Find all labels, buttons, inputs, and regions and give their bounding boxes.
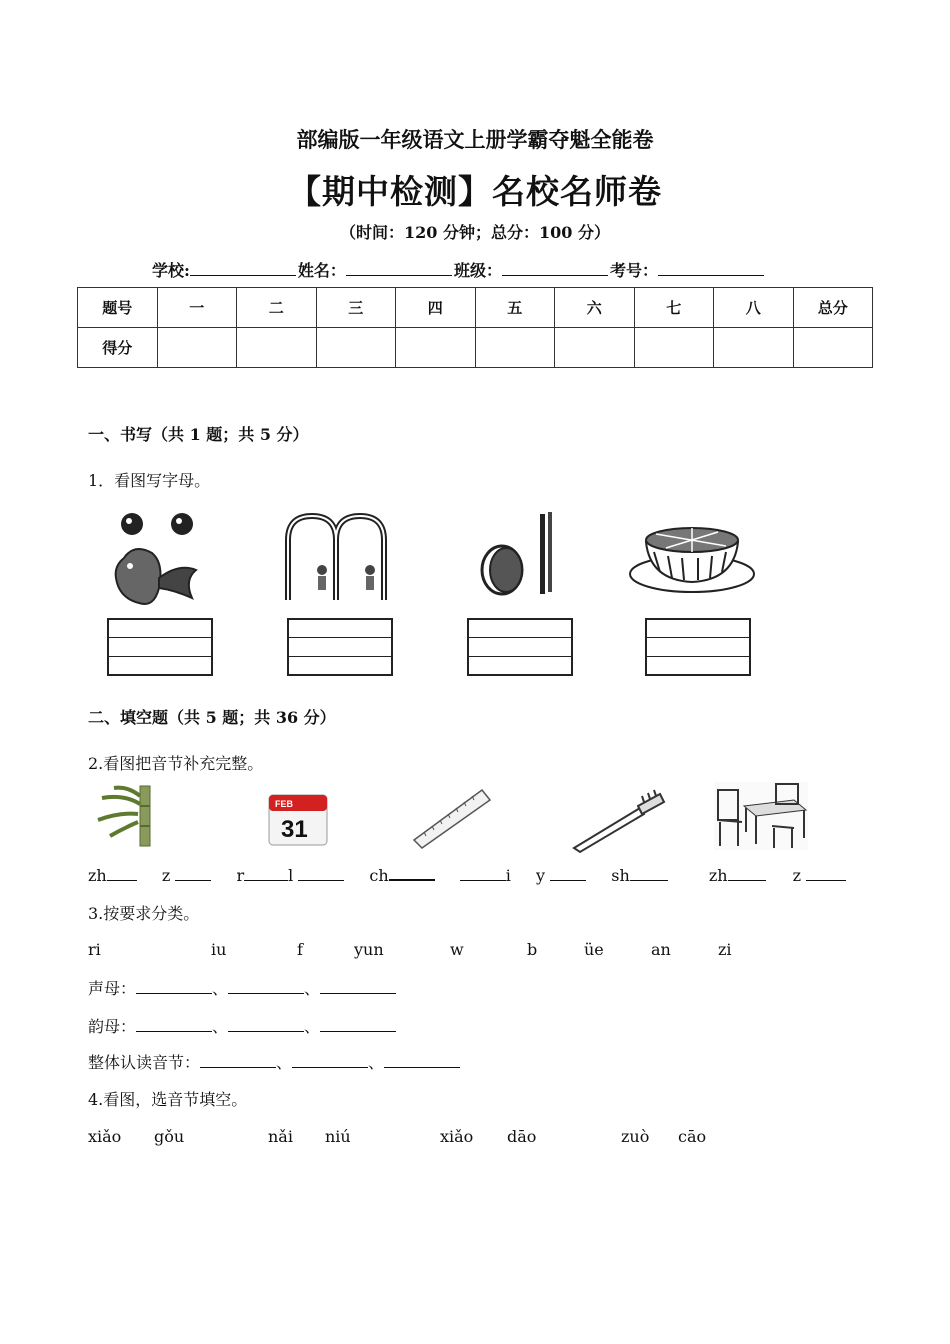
score-header-cell: 一 <box>157 288 237 328</box>
calendar-day: 31 <box>281 816 308 843</box>
score-cell[interactable] <box>634 328 714 368</box>
q3-blank[interactable] <box>228 979 304 994</box>
q3-blank[interactable] <box>136 979 212 994</box>
paper-title: 【期中检测】名校名师卷 <box>288 172 662 211</box>
q3-syllable: zi <box>718 940 732 959</box>
q3-separator: 、 <box>212 979 229 998</box>
q2-part: i <box>505 866 511 885</box>
score-table-score-row <box>78 328 873 368</box>
q3-syllable: b <box>527 940 538 959</box>
q4-syllable: nǎi <box>268 1127 293 1146</box>
ruler-icon <box>410 786 494 850</box>
q3-blank[interactable] <box>320 1017 396 1032</box>
q2-blank-row <box>88 865 846 885</box>
q2-part: z <box>161 866 171 885</box>
q3-blank[interactable] <box>200 1053 276 1068</box>
watermelon-plate-icon <box>626 512 758 594</box>
q2-part: sh <box>611 866 630 885</box>
q3-finals-label: 韵母： <box>88 1017 137 1036</box>
question-1: 1．看图写字母。 <box>88 471 211 490</box>
name-label: 姓名： <box>297 261 346 280</box>
score-cell[interactable] <box>714 328 794 368</box>
q3-whole-label: 整体认读音节： <box>88 1053 201 1072</box>
score-header-cell: 五 <box>475 288 555 328</box>
q3-whole-syllables-line <box>88 1050 460 1073</box>
q3-syllable: ri <box>88 940 101 959</box>
q3-syllable: iu <box>211 940 227 959</box>
student-info-line <box>152 258 766 281</box>
q2-blank[interactable] <box>389 865 435 881</box>
q2-part: ch <box>369 866 389 885</box>
score-header-cell: 四 <box>396 288 476 328</box>
score-header-cell: 八 <box>714 288 794 328</box>
q3-separator: 、 <box>304 1017 321 1036</box>
score-header-cell: 七 <box>634 288 714 328</box>
q3-syllable: yun <box>354 940 384 959</box>
score-cell[interactable] <box>237 328 317 368</box>
bamboo-icon <box>94 784 164 848</box>
q3-initials-line <box>88 976 396 999</box>
score-header-cell: 总分 <box>793 288 873 328</box>
q4-syllable: niú <box>325 1127 351 1146</box>
q2-blank[interactable] <box>175 866 211 881</box>
q2-blank[interactable] <box>107 866 137 881</box>
score-table <box>77 287 873 368</box>
letter-box-2[interactable] <box>287 618 393 676</box>
q3-blank[interactable] <box>136 1017 212 1032</box>
score-cell[interactable] <box>396 328 476 368</box>
question-4: 4.看图，选音节填空。 <box>88 1090 248 1109</box>
q3-syllable: f <box>297 940 303 959</box>
score-cell[interactable] <box>316 328 396 368</box>
question-2: 2.看图把音节补充完整。 <box>88 754 264 773</box>
q2-part: z <box>792 866 802 885</box>
score-cell[interactable] <box>157 328 237 368</box>
q2-part: y <box>536 866 546 885</box>
section2-heading: 二、填空题（共 5 题；共 36 分） <box>88 708 336 727</box>
school-blank[interactable] <box>190 261 296 276</box>
paper-subtitle: 部编版一年级语文上册学霸夺魁全能卷 <box>296 127 654 152</box>
q4-syllable: xiǎo <box>88 1127 122 1146</box>
q2-part: l <box>288 866 294 885</box>
q3-blank[interactable] <box>320 979 396 994</box>
q2-blank[interactable] <box>244 866 288 881</box>
class-blank[interactable] <box>502 261 608 276</box>
score-cell[interactable] <box>793 328 873 368</box>
school-label: 学校: <box>152 261 190 280</box>
question-3: 3.按要求分类。 <box>88 904 200 923</box>
q3-blank[interactable] <box>228 1017 304 1032</box>
q2-blank[interactable] <box>806 866 846 881</box>
q4-syllable: xiǎo <box>440 1127 474 1146</box>
toothbrush-icon <box>570 788 666 854</box>
q4-syllable: zuò <box>621 1127 650 1146</box>
q3-separator: 、 <box>368 1053 385 1072</box>
q2-blank[interactable] <box>460 866 506 881</box>
letter-box-3[interactable] <box>467 618 573 676</box>
q3-initials-label: 声母： <box>88 979 137 998</box>
arch-kids-icon <box>282 510 390 602</box>
table-chairs-icon <box>714 782 808 850</box>
q3-separator: 、 <box>304 979 321 998</box>
score-cell[interactable] <box>475 328 555 368</box>
letter-box-1[interactable] <box>107 618 213 676</box>
q2-blank[interactable] <box>630 866 668 881</box>
q3-separator: 、 <box>212 1017 229 1036</box>
q4-syllable: cāo <box>678 1127 707 1146</box>
fish-ball-icon <box>104 508 204 614</box>
q2-blank[interactable] <box>298 866 344 881</box>
section1-heading: 一、书写（共 1 题；共 5 分） <box>88 425 309 444</box>
letter-box-4[interactable] <box>645 618 751 676</box>
q3-syllable: an <box>651 940 671 959</box>
calendar-icon <box>265 787 333 849</box>
q4-syllable: gǒu <box>154 1127 185 1146</box>
score-header-cell: 题号 <box>78 288 158 328</box>
q2-blank[interactable] <box>550 866 586 881</box>
score-cell[interactable] <box>555 328 635 368</box>
score-header-cell: 三 <box>316 288 396 328</box>
q2-blank[interactable] <box>728 866 766 881</box>
exam-no-blank[interactable] <box>658 261 764 276</box>
q2-part: r <box>236 866 245 885</box>
score-header-cell: 二 <box>237 288 317 328</box>
q3-syllable: w <box>450 940 464 959</box>
class-label: 班级： <box>453 261 502 280</box>
q2-part: zh <box>708 866 728 885</box>
calendar-month: FEB <box>275 799 293 809</box>
q4-syllable: dāo <box>507 1127 537 1146</box>
q3-syllable: üe <box>584 940 604 959</box>
q3-blank[interactable] <box>384 1053 460 1068</box>
time-note: （时间：120 分钟；总分：100 分） <box>340 223 610 242</box>
score-row-label: 得分 <box>78 328 158 368</box>
name-blank[interactable] <box>346 261 452 276</box>
drum-stick-icon <box>478 510 558 596</box>
exam-no-label: 考号： <box>609 261 658 280</box>
q3-blank[interactable] <box>292 1053 368 1068</box>
score-header-cell: 六 <box>555 288 635 328</box>
q3-separator: 、 <box>276 1053 293 1072</box>
q2-part: zh <box>88 866 107 885</box>
score-table-header-row <box>78 288 873 328</box>
q3-finals-line <box>88 1014 396 1037</box>
